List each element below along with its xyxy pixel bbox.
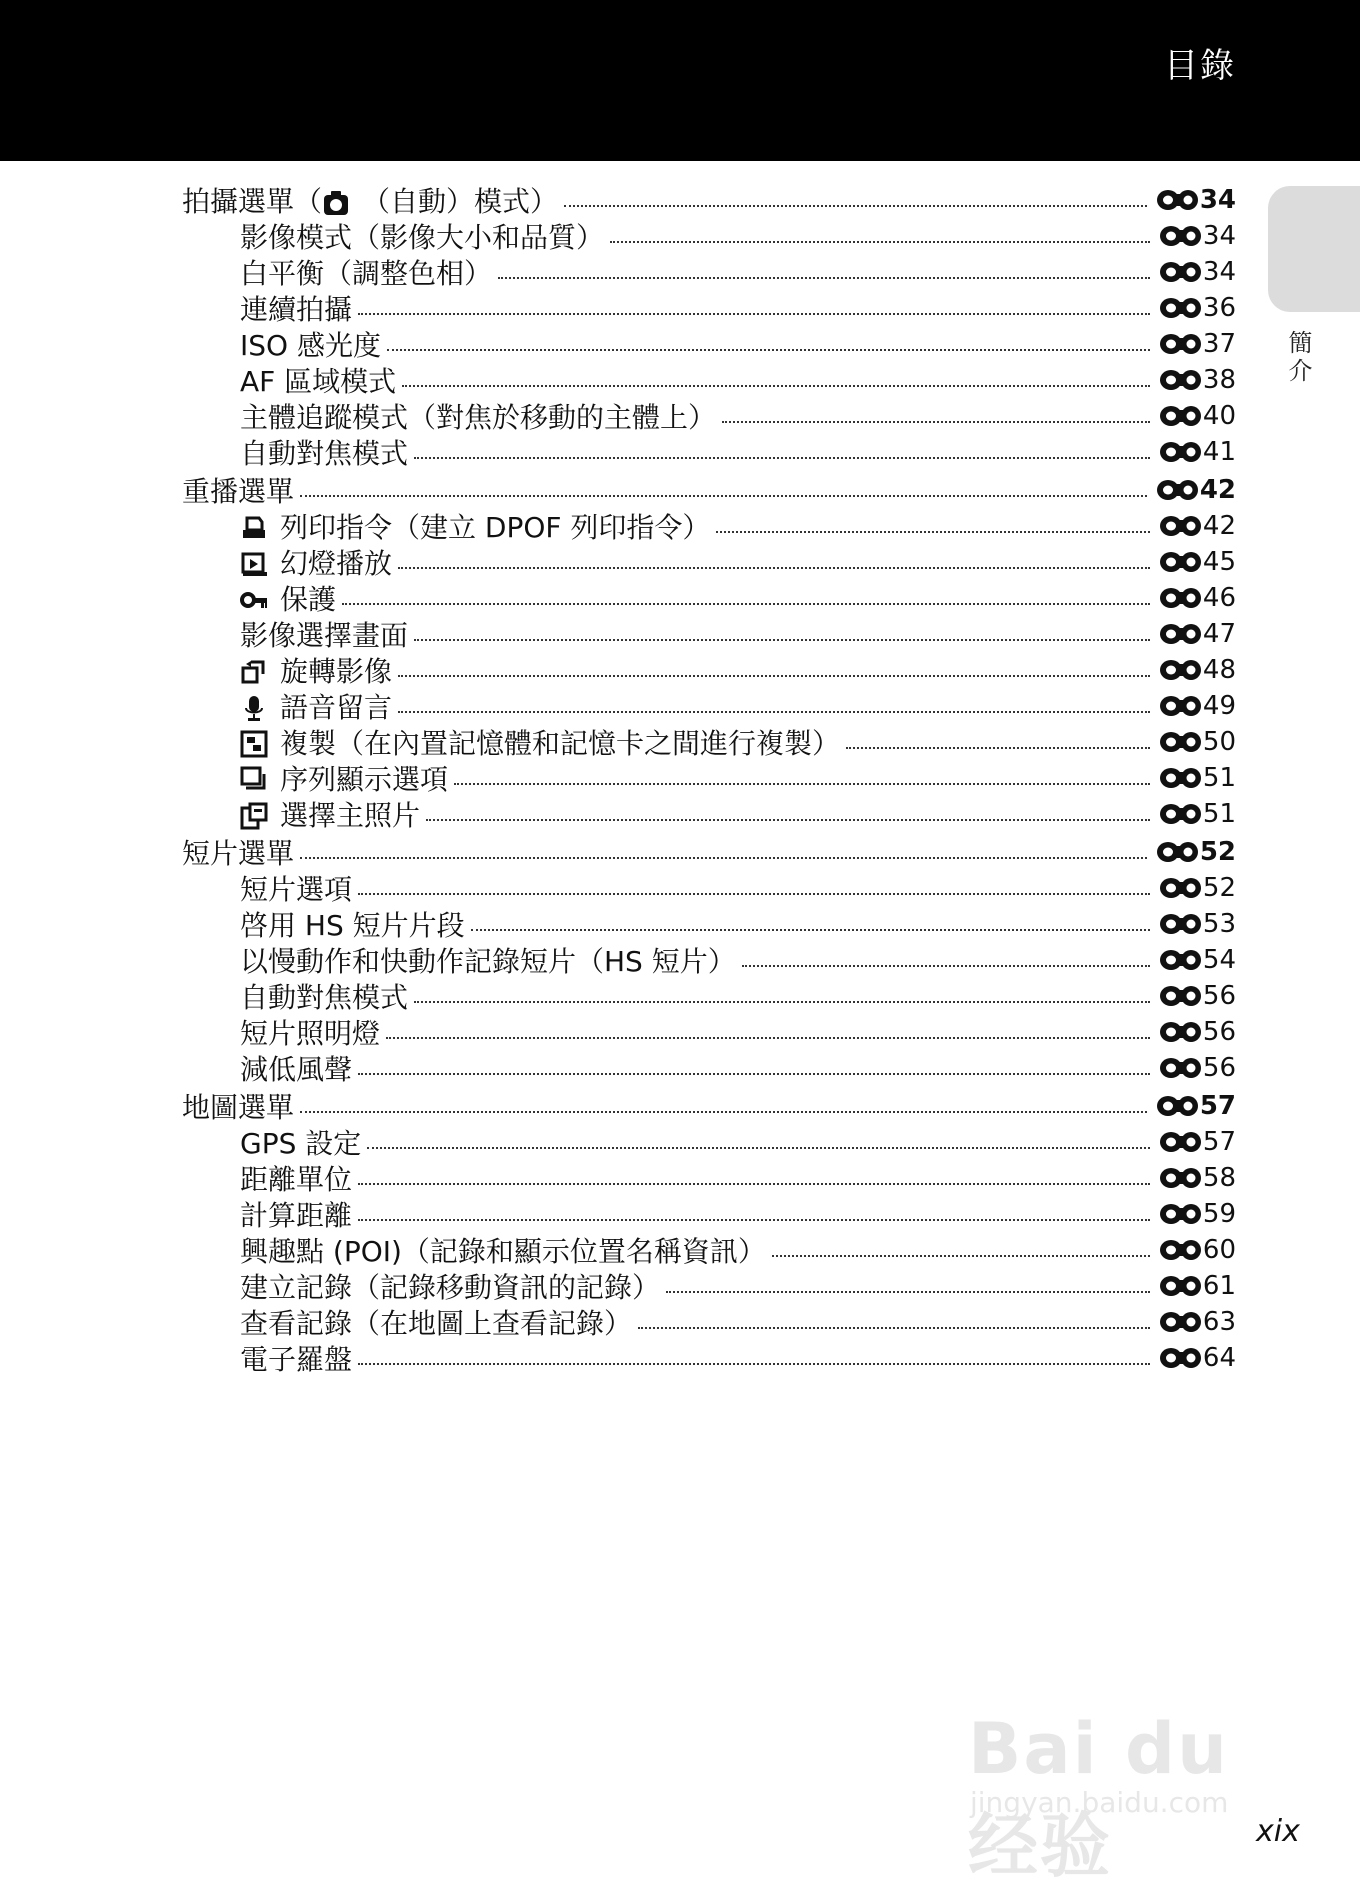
reference-section-icon [1158,1309,1203,1335]
toc-entry-title: 地圖選單 [182,1091,295,1124]
toc-entry-title: 短片照明燈 [240,1017,381,1050]
reference-section-icon [1158,1129,1203,1155]
dot-leader [358,893,1150,895]
page-reference[interactable] [1158,1343,1236,1373]
reference-section-icon [1158,1019,1203,1045]
page-reference[interactable] [1158,799,1236,829]
toc-entry[interactable] [182,544,1236,580]
page-reference[interactable] [1155,837,1236,867]
toc-entry-title: 電子羅盤 [240,1343,353,1376]
page-reference[interactable] [1158,1235,1236,1265]
dot-leader [722,421,1150,423]
dot-leader [358,313,1150,315]
reference-page-number: 56 [1202,981,1236,1011]
page-reference[interactable] [1158,583,1236,613]
toc-entry-title: 保護 [280,583,337,616]
page-reference[interactable] [1158,329,1236,359]
dot-leader [300,495,1147,497]
toc-entry-title: 自動對焦模式 [240,981,409,1014]
section-tab[interactable] [1268,186,1360,312]
toc-entry[interactable] [182,834,1236,870]
watermark-url: jingyan.baidu.com [970,1786,1229,1819]
toc-entry-title: ISO 感光度 [240,329,381,362]
dot-leader [358,1219,1150,1221]
toc-entry[interactable] [182,796,1236,832]
reference-page-number: 47 [1202,619,1236,649]
reference-page-number: 34 [1202,221,1236,251]
toc-entry-title: 計算距離 [240,1199,353,1232]
slide-show-icon [240,546,280,579]
toc-entry-title: 序列顯示選項 [280,763,449,796]
page-reference[interactable] [1158,1307,1236,1337]
toc-entry[interactable] [182,398,1236,434]
camera-icon [322,185,362,218]
reference-page-number: 42 [1202,511,1236,541]
page-reference[interactable] [1158,437,1236,467]
toc-entry-title: 列印指令（建立 DPOF 列印指令） [280,511,711,544]
reference-page-number: 58 [1202,1163,1236,1193]
table-of-contents [182,182,1236,1376]
reference-page-number: 42 [1199,475,1236,505]
reference-section-icon [1158,331,1203,357]
toc-entry[interactable] [182,1196,1236,1232]
page-reference[interactable] [1158,763,1236,793]
reference-page-number: 57 [1202,1127,1236,1157]
dot-leader [414,639,1150,641]
toc-entry-title: 影像模式（影像大小和品質） [240,221,605,254]
dot-leader [386,1037,1150,1039]
page-reference[interactable] [1158,727,1236,757]
toc-entry-title: 興趣點 (POI)（記錄和顯示位置名稱資訊） [240,1235,766,1268]
toc-entry-title-part: 拍攝選單（ [182,185,323,218]
page-reference[interactable] [1158,365,1236,395]
toc-entry-title: 短片選單 [182,837,295,870]
section-tab-label: 簡介 [1284,330,1312,386]
page-reference[interactable] [1158,257,1236,287]
reference-section-icon [1158,585,1203,611]
reference-section-icon [1158,259,1203,285]
dot-leader [398,567,1150,569]
dot-leader [300,857,1147,859]
protect-key-icon [240,582,280,615]
dot-leader [387,349,1150,351]
reference-page-number: 46 [1202,583,1236,613]
page-reference[interactable] [1158,691,1236,721]
toc-entry-title: 選擇主照片 [280,799,421,832]
toc-entry[interactable] [182,688,1236,724]
dot-leader [414,457,1150,459]
page-reference[interactable] [1158,1271,1236,1301]
reference-section-icon [1158,513,1203,539]
reference-section-icon [1158,983,1203,1009]
reference-section-icon [1158,693,1203,719]
toc-entry[interactable] [182,906,1236,942]
toc-entry-title: 建立記錄（記錄移動資訊的記錄） [240,1271,661,1304]
toc-entry[interactable] [182,1088,1236,1124]
toc-entry[interactable] [182,326,1236,362]
toc-entry[interactable] [182,1124,1236,1160]
dot-leader [471,929,1150,931]
rotate-image-icon [240,654,280,687]
reference-section-icon [1158,729,1203,755]
reference-section-icon [1158,403,1203,429]
dot-leader [358,1363,1150,1365]
reference-section-icon [1158,875,1203,901]
reference-page-number: 59 [1202,1199,1236,1229]
toc-entry-title: 語音留言 [280,691,393,724]
reference-section-icon [1158,295,1203,321]
page-reference[interactable] [1158,1053,1236,1083]
voice-memo-icon [240,690,280,723]
reference-page-number: 60 [1202,1235,1236,1265]
toc-entry-title: 距離單位 [240,1163,353,1196]
reference-section-icon [1155,187,1200,213]
toc-entry-title: 以慢動作和快動作記錄短片（HS 短片） [240,945,736,978]
reference-page-number: 41 [1202,437,1236,467]
toc-entry-title-part: （自動）模式） [362,185,559,218]
reference-page-number: 52 [1199,837,1236,867]
key-picture-icon [240,798,280,831]
reference-page-number: 34 [1202,257,1236,287]
dot-leader [742,965,1150,967]
toc-entry-title [182,180,558,220]
reference-page-number: 51 [1202,799,1236,829]
toc-entry-title: 重播選單 [182,475,295,508]
reference-page-number: 48 [1202,655,1236,685]
toc-entry-title: 查看記錄（在地圖上查看記錄） [240,1307,633,1340]
toc-entry[interactable] [182,1050,1236,1086]
page-reference[interactable] [1158,1199,1236,1229]
reference-section-icon [1155,1093,1200,1119]
reference-page-number: 54 [1202,945,1236,975]
toc-entry-title: 自動對焦模式 [240,437,409,470]
toc-entry[interactable] [182,942,1236,978]
reference-section-icon [1158,1273,1203,1299]
reference-section-icon [1158,223,1203,249]
reference-section-icon [1158,765,1203,791]
reference-page-number: 38 [1202,365,1236,395]
reference-section-icon [1155,477,1200,503]
reference-section-icon [1158,1237,1203,1263]
page-reference[interactable] [1158,547,1236,577]
reference-section-icon [1158,439,1203,465]
toc-entry[interactable] [182,870,1236,906]
dot-leader [402,385,1150,387]
toc-entry-title: 影像選擇畫面 [240,619,409,652]
page-reference[interactable] [1158,945,1236,975]
reference-page-number: 64 [1202,1343,1236,1373]
toc-entry[interactable] [182,362,1236,398]
toc-entry[interactable] [182,1340,1236,1376]
toc-entry[interactable] [182,1232,1236,1268]
reference-page-number: 45 [1202,547,1236,577]
page-header [0,0,1360,161]
dot-leader [358,1183,1150,1185]
page-reference[interactable] [1158,293,1236,323]
toc-entry[interactable] [182,218,1236,254]
dot-leader [342,603,1150,605]
copy-icon [240,726,280,759]
toc-entry[interactable] [182,724,1236,760]
toc-entry[interactable] [182,1160,1236,1196]
page-reference[interactable] [1155,475,1236,505]
dot-leader [398,711,1150,713]
dot-leader [498,277,1150,279]
page-reference[interactable] [1158,1163,1236,1193]
dot-leader [454,783,1150,785]
watermark-brand: Bai du 经验 [968,1708,1229,1887]
page-reference[interactable] [1155,1091,1236,1121]
dot-leader [772,1255,1150,1257]
dot-leader [564,205,1147,207]
page-reference[interactable] [1158,619,1236,649]
reference-section-icon [1158,947,1203,973]
toc-entry[interactable] [182,472,1236,508]
reference-page-number: 63 [1202,1307,1236,1337]
reference-page-number: 40 [1202,401,1236,431]
page-number: xix [1256,1814,1300,1849]
page-reference[interactable] [1158,221,1236,251]
dot-leader [846,747,1150,749]
header-title: 目錄 [1164,46,1236,86]
dot-leader [300,1111,1147,1113]
dot-leader [610,241,1150,243]
toc-entry[interactable] [182,254,1236,290]
reference-section-icon [1158,1055,1203,1081]
page-reference[interactable] [1155,185,1236,215]
page-reference[interactable] [1158,1017,1236,1047]
reference-page-number: 50 [1202,727,1236,757]
reference-page-number: 36 [1202,293,1236,323]
toc-entry-title: 旋轉影像 [280,655,393,688]
reference-section-icon [1158,1345,1203,1371]
toc-entry[interactable] [182,1268,1236,1304]
toc-entry[interactable] [182,1014,1236,1050]
toc-entry[interactable] [182,290,1236,326]
toc-entry-title: 連續拍攝 [240,293,353,326]
reference-section-icon [1158,801,1203,827]
reference-section-icon [1158,621,1203,647]
toc-entry-title: AF 區域模式 [240,365,397,398]
toc-entry-title: GPS 設定 [240,1127,362,1160]
toc-entry-title: 短片選項 [240,873,353,906]
reference-section-icon [1155,839,1200,865]
toc-entry[interactable] [182,652,1236,688]
reference-page-number: 56 [1202,1053,1236,1083]
toc-entry[interactable] [182,434,1236,470]
dot-leader [414,1001,1150,1003]
dot-leader [367,1147,1150,1149]
toc-entry[interactable] [182,616,1236,652]
toc-entry-title: 複製（在內置記憶體和記憶卡之間進行複製） [280,727,841,760]
reference-section-icon [1158,1165,1203,1191]
reference-page-number: 52 [1202,873,1236,903]
page-reference[interactable] [1158,873,1236,903]
toc-entry[interactable] [182,508,1236,544]
toc-entry-title: 主體追蹤模式（對焦於移動的主體上） [240,401,717,434]
reference-page-number: 51 [1202,763,1236,793]
reference-section-icon [1158,911,1203,937]
dot-leader [716,531,1150,533]
toc-entry-title: 幻燈播放 [280,547,393,580]
page-reference[interactable] [1158,401,1236,431]
reference-page-number: 34 [1199,185,1236,215]
print-order-icon [240,510,280,543]
page-reference[interactable] [1158,655,1236,685]
dot-leader [638,1327,1150,1329]
toc-entry[interactable] [182,1304,1236,1340]
reference-section-icon [1158,549,1203,575]
reference-page-number: 37 [1202,329,1236,359]
reference-page-number: 57 [1199,1091,1236,1121]
dot-leader [666,1291,1150,1293]
toc-entry[interactable] [182,978,1236,1014]
dot-leader [426,819,1150,821]
reference-page-number: 61 [1202,1271,1236,1301]
reference-page-number: 56 [1202,1017,1236,1047]
reference-page-number: 49 [1202,691,1236,721]
dot-leader [358,1073,1150,1075]
reference-section-icon [1158,367,1203,393]
page-reference[interactable] [1158,1127,1236,1157]
toc-entry-title: 啓用 HS 短片片段 [240,909,465,942]
toc-entry[interactable] [182,182,1236,218]
reference-page-number: 53 [1202,909,1236,939]
toc-entry-title: 白平衡（調整色相） [240,257,493,290]
toc-entry-title: 減低風聲 [240,1053,353,1086]
page-reference[interactable] [1158,981,1236,1011]
page-reference[interactable] [1158,511,1236,541]
reference-section-icon [1158,1201,1203,1227]
dot-leader [398,675,1150,677]
page-reference[interactable] [1158,909,1236,939]
toc-entry[interactable] [182,760,1236,796]
toc-entry[interactable] [182,580,1236,616]
sequence-display-icon [240,762,280,795]
reference-section-icon [1158,657,1203,683]
